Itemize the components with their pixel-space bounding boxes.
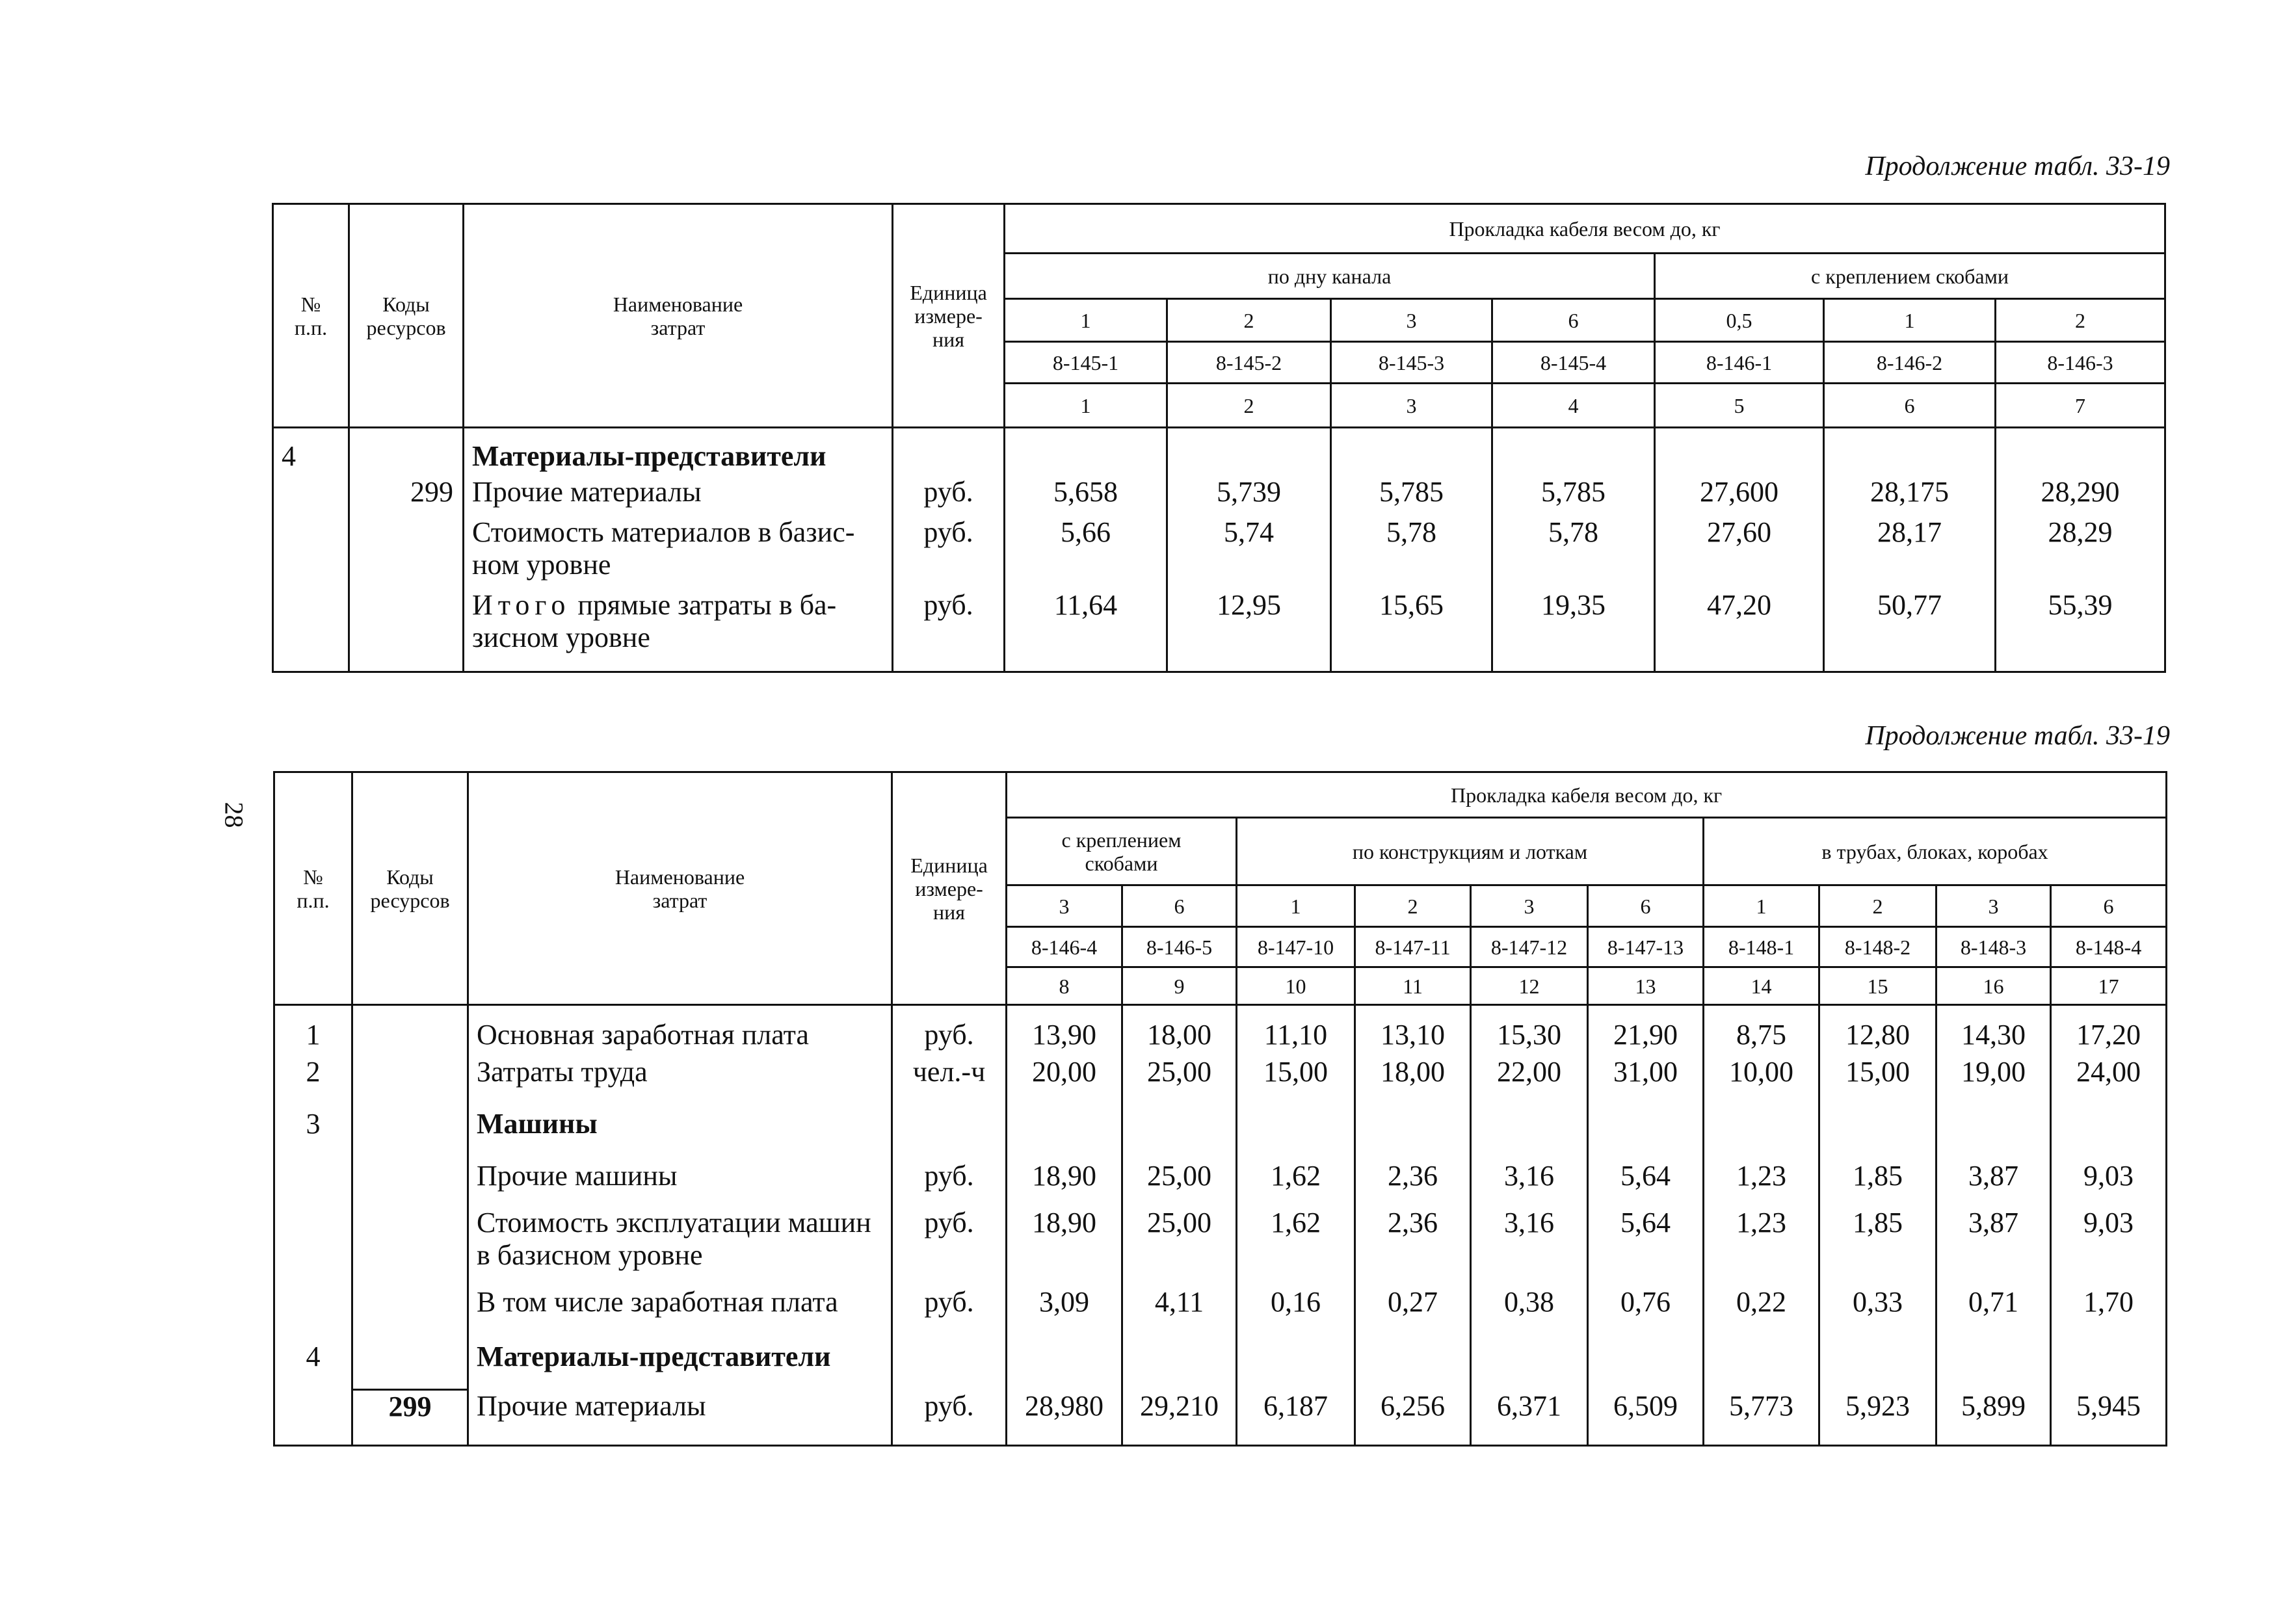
row-value: 5,785 (1492, 476, 1655, 516)
row-value: 18,00 (1122, 1005, 1237, 1056)
header-unit: Единица измере- ния (892, 772, 1007, 1005)
row-value (1167, 428, 1331, 476)
row-value: 18,00 (1355, 1056, 1471, 1108)
row-name: Прочие материалы (468, 1390, 892, 1446)
row-code: 299 (349, 476, 464, 516)
header-rate-code: 8-146-1 (1655, 342, 1824, 384)
header-weight: 6 (1588, 885, 1704, 927)
header-rate-code: 8-145-2 (1167, 342, 1331, 384)
table1-caption: Продолжение табл. 33-19 (1865, 151, 2170, 181)
row-value (1007, 1108, 1122, 1160)
row-value (1355, 1108, 1471, 1160)
row-value: 11,64 (1005, 589, 1167, 672)
row-value (1471, 1108, 1588, 1160)
row-value: 5,74 (1167, 516, 1331, 589)
row-value (1819, 1108, 1937, 1160)
table1 (272, 203, 2166, 673)
header-subgroup: с креплением скобами (1007, 818, 1237, 885)
header-rate-code: 8-148-2 (1819, 927, 1937, 967)
row-name: Прочие машины (468, 1160, 892, 1207)
row-value: 0,76 (1588, 1286, 1704, 1341)
row-value: 5,66 (1005, 516, 1167, 589)
row-value: 5,785 (1331, 476, 1492, 516)
row-value: 1,23 (1704, 1160, 1819, 1207)
header-weight: 6 (1122, 885, 1237, 927)
header-weight: 3 (1007, 885, 1122, 927)
header-rate-code: 8-148-1 (1704, 927, 1819, 967)
row-unit: руб. (892, 1005, 1007, 1056)
row-value: 5,773 (1704, 1390, 1819, 1446)
header-subgroup: по дну канала (1005, 254, 1655, 299)
header-weight: 2 (1355, 885, 1471, 927)
row-value: 20,00 (1007, 1056, 1122, 1108)
header-group: Прокладка кабеля весом до, кг (1007, 772, 2167, 818)
row-value: 5,899 (1937, 1390, 2051, 1446)
page-number: 28 (219, 802, 249, 828)
row-value: 2,36 (1355, 1160, 1471, 1207)
row-name: В том числе заработная плата (468, 1286, 892, 1341)
row-value: 11,10 (1237, 1005, 1355, 1056)
row-value: 13,90 (1007, 1005, 1122, 1056)
row-value: 28,980 (1007, 1390, 1122, 1446)
row-unit: руб. (893, 516, 1005, 589)
row-value: 0,71 (1937, 1286, 2051, 1341)
table-row (274, 1286, 2167, 1341)
row-value (1996, 428, 2165, 476)
header-col-number: 7 (1996, 384, 2165, 428)
row-value (1704, 1108, 1819, 1160)
row-no (274, 1207, 352, 1286)
row-value (1122, 1108, 1237, 1160)
row-unit: руб. (892, 1286, 1007, 1341)
row-value: 12,95 (1167, 589, 1331, 672)
row-code (349, 589, 464, 672)
row-code (349, 428, 464, 476)
row-value: 24,00 (2051, 1056, 2167, 1108)
header-rate-code: 8-146-4 (1007, 927, 1122, 967)
row-name (464, 589, 893, 672)
row-value: 1,70 (2051, 1286, 2167, 1341)
row-code (352, 1207, 468, 1286)
table-row (273, 516, 2165, 589)
header-col-number: 17 (2051, 967, 2167, 1005)
row-value: 55,39 (1996, 589, 2165, 672)
header-rate-code: 8-146-5 (1122, 927, 1237, 967)
row-no: 2 (274, 1056, 352, 1108)
header-weight: 1 (1237, 885, 1355, 927)
header-no: № п.п. (274, 772, 352, 1005)
table-row (273, 428, 2165, 476)
row-value: 31,00 (1588, 1056, 1704, 1108)
row-value: 27,60 (1655, 516, 1824, 589)
row-unit: руб. (892, 1160, 1007, 1207)
row-name-rest: прямые затраты в ба- зисном уровне (472, 588, 837, 653)
row-value: 0,22 (1704, 1286, 1819, 1341)
header-weight: 3 (1937, 885, 2051, 927)
header-col-number: 11 (1355, 967, 1471, 1005)
header-col-number: 2 (1167, 384, 1331, 428)
row-value: 15,65 (1331, 589, 1492, 672)
row-value: 18,90 (1007, 1160, 1122, 1207)
header-name: Наименование затрат (468, 772, 892, 1005)
header-weight: 1 (1824, 299, 1996, 342)
row-value (1492, 428, 1655, 476)
row-value: 14,30 (1937, 1005, 2051, 1056)
row-value: 29,210 (1122, 1390, 1237, 1446)
row-value: 4,11 (1122, 1286, 1237, 1341)
row-name: Прочие материалы (464, 476, 893, 516)
row-value: 22,00 (1471, 1056, 1588, 1108)
header-col-number: 5 (1655, 384, 1824, 428)
row-value (1007, 1341, 1122, 1390)
row-value (1237, 1341, 1355, 1390)
header-col-number: 8 (1007, 967, 1122, 1005)
header-weight: 3 (1471, 885, 1588, 927)
row-value (1237, 1108, 1355, 1160)
row-code (352, 1286, 468, 1341)
header-rate-code: 8-146-3 (1996, 342, 2165, 384)
row-value (1588, 1341, 1704, 1390)
header-weight: 2 (1996, 299, 2165, 342)
row-no (274, 1390, 352, 1446)
row-value: 8,75 (1704, 1005, 1819, 1056)
header-col-number: 3 (1331, 384, 1492, 428)
row-value: 25,00 (1122, 1160, 1237, 1207)
table-row (274, 1160, 2167, 1207)
row-value: 5,78 (1492, 516, 1655, 589)
row-code (352, 1341, 468, 1390)
table-row (273, 476, 2165, 516)
row-no: 1 (274, 1005, 352, 1056)
row-value: 3,09 (1007, 1286, 1122, 1341)
row-value: 28,17 (1824, 516, 1996, 589)
table-row (274, 1341, 2167, 1390)
row-name: Материалы-представители (464, 428, 893, 476)
row-no: 4 (274, 1341, 352, 1390)
row-name: Основная заработная плата (468, 1005, 892, 1056)
row-value: 1,62 (1237, 1207, 1355, 1286)
row-code (352, 1108, 468, 1160)
header-rate-code: 8-145-4 (1492, 342, 1655, 384)
row-value: 5,64 (1588, 1207, 1704, 1286)
header-col-number: 16 (1937, 967, 2051, 1005)
header-rate-code: 8-145-1 (1005, 342, 1167, 384)
header-col-number: 4 (1492, 384, 1655, 428)
row-name: Материалы-представители (468, 1341, 892, 1390)
row-value: 1,85 (1819, 1160, 1937, 1207)
row-value: 6,187 (1237, 1390, 1355, 1446)
row-value: 47,20 (1655, 589, 1824, 672)
row-value: 3,16 (1471, 1207, 1588, 1286)
row-name: Стоимость эксплуатации машин в базисном уровне (468, 1207, 892, 1286)
header-codes: Коды ресурсов (352, 772, 468, 1005)
row-unit: руб. (893, 476, 1005, 516)
header-col-number: 12 (1471, 967, 1588, 1005)
row-value: 5,923 (1819, 1390, 1937, 1446)
table-row (274, 1005, 2167, 1056)
table2-caption: Продолжение табл. 33-19 (1865, 721, 2170, 751)
row-value (2051, 1341, 2167, 1390)
row-value: 0,38 (1471, 1286, 1588, 1341)
table-row (274, 1056, 2167, 1108)
header-weight: 2 (1819, 885, 1937, 927)
row-value: 1,85 (1819, 1207, 1937, 1286)
header-weight: 2 (1167, 299, 1331, 342)
row-value: 15,30 (1471, 1005, 1588, 1056)
row-unit: руб. (893, 589, 1005, 672)
row-value: 13,10 (1355, 1005, 1471, 1056)
row-value: 6,509 (1588, 1390, 1704, 1446)
row-value: 28,290 (1996, 476, 2165, 516)
header-weight: 6 (2051, 885, 2167, 927)
row-value: 19,00 (1937, 1056, 2051, 1108)
row-value: 9,03 (2051, 1160, 2167, 1207)
row-value: 3,16 (1471, 1160, 1588, 1207)
row-unit: чел.-ч (892, 1056, 1007, 1108)
row-value: 3,87 (1937, 1160, 2051, 1207)
row-value: 15,00 (1237, 1056, 1355, 1108)
header-rate-code: 8-148-4 (2051, 927, 2167, 967)
header-weight: 6 (1492, 299, 1655, 342)
row-name: Стоимость материалов в базис- ном уровне (464, 516, 893, 589)
row-name-total: Итого (472, 588, 571, 621)
header-col-number: 6 (1824, 384, 1996, 428)
row-code (352, 1005, 468, 1056)
row-value: 25,00 (1122, 1207, 1237, 1286)
header-subgroup: по конструкциям и лоткам (1237, 818, 1704, 885)
row-value: 21,90 (1588, 1005, 1704, 1056)
header-rate-code: 8-147-13 (1588, 927, 1704, 967)
row-value (2051, 1108, 2167, 1160)
row-value (1937, 1108, 2051, 1160)
header-rate-code: 8-148-3 (1937, 927, 2051, 967)
header-weight: 1 (1704, 885, 1819, 927)
row-unit: руб. (892, 1207, 1007, 1286)
row-value: 12,80 (1819, 1005, 1937, 1056)
row-value: 17,20 (2051, 1005, 2167, 1056)
row-value: 18,90 (1007, 1207, 1122, 1286)
row-value: 3,87 (1937, 1207, 2051, 1286)
row-value: 10,00 (1704, 1056, 1819, 1108)
row-no: 3 (274, 1108, 352, 1160)
header-rate-code: 8-147-11 (1355, 927, 1471, 967)
row-value: 1,23 (1704, 1207, 1819, 1286)
row-value (1331, 428, 1492, 476)
table-row (274, 1108, 2167, 1160)
row-no (273, 476, 349, 516)
header-rate-code: 8-146-2 (1824, 342, 1996, 384)
row-no (274, 1160, 352, 1207)
row-value: 5,658 (1005, 476, 1167, 516)
row-value (1824, 428, 1996, 476)
row-no: 4 (273, 428, 349, 476)
row-code (352, 1160, 468, 1207)
row-unit (892, 1108, 1007, 1160)
row-value: 15,00 (1819, 1056, 1937, 1108)
row-no (273, 589, 349, 672)
header-rate-code: 8-147-12 (1471, 927, 1588, 967)
table2 (273, 771, 2167, 1447)
row-value: 27,600 (1655, 476, 1824, 516)
row-no (273, 516, 349, 589)
row-name: Затраты труда (468, 1056, 892, 1108)
row-value (1655, 428, 1824, 476)
header-name: Наименование затрат (464, 204, 893, 428)
header-subgroup: в трубах, блоках, коробах (1704, 818, 2167, 885)
row-value: 19,35 (1492, 589, 1655, 672)
header-weight: 0,5 (1655, 299, 1824, 342)
header-no: № п.п. (273, 204, 349, 428)
row-code (352, 1056, 468, 1108)
header-weight: 1 (1005, 299, 1167, 342)
table-row (273, 589, 2165, 672)
header-rate-code: 8-145-3 (1331, 342, 1492, 384)
row-value: 0,33 (1819, 1286, 1937, 1341)
row-no (274, 1286, 352, 1341)
header-rate-code: 8-147-10 (1237, 927, 1355, 967)
row-value: 28,175 (1824, 476, 1996, 516)
row-value: 2,36 (1355, 1207, 1471, 1286)
header-group: Прокладка кабеля весом до, кг (1005, 204, 2165, 254)
row-value (1471, 1341, 1588, 1390)
row-value (1355, 1341, 1471, 1390)
row-code: 299 (352, 1390, 468, 1446)
row-value: 6,371 (1471, 1390, 1588, 1446)
row-value (1937, 1341, 2051, 1390)
header-weight: 3 (1331, 299, 1492, 342)
row-value: 28,29 (1996, 516, 2165, 589)
row-value: 5,78 (1331, 516, 1492, 589)
row-value (1704, 1341, 1819, 1390)
row-value: 5,739 (1167, 476, 1331, 516)
row-value: 9,03 (2051, 1207, 2167, 1286)
row-value: 0,27 (1355, 1286, 1471, 1341)
header-col-number: 15 (1819, 967, 1937, 1005)
row-unit (893, 428, 1005, 476)
header-col-number: 10 (1237, 967, 1355, 1005)
row-value: 0,16 (1237, 1286, 1355, 1341)
header-col-number: 14 (1704, 967, 1819, 1005)
row-name: Машины (468, 1108, 892, 1160)
row-value: 6,256 (1355, 1390, 1471, 1446)
row-value: 5,945 (2051, 1390, 2167, 1446)
row-value (1005, 428, 1167, 476)
header-codes: Коды ресурсов (349, 204, 464, 428)
header-col-number: 13 (1588, 967, 1704, 1005)
row-unit (892, 1341, 1007, 1390)
row-value (1588, 1108, 1704, 1160)
header-unit: Единица измере- ния (893, 204, 1005, 428)
row-value: 50,77 (1824, 589, 1996, 672)
row-value: 25,00 (1122, 1056, 1237, 1108)
table-row (274, 1207, 2167, 1286)
header-subgroup: с креплением скобами (1655, 254, 2165, 299)
header-col-number: 1 (1005, 384, 1167, 428)
row-value (1819, 1341, 1937, 1390)
row-unit: руб. (892, 1390, 1007, 1446)
row-value: 1,62 (1237, 1160, 1355, 1207)
row-code (349, 516, 464, 589)
header-col-number: 9 (1122, 967, 1237, 1005)
row-value (1122, 1341, 1237, 1390)
table-row (274, 1390, 2167, 1446)
row-value: 5,64 (1588, 1160, 1704, 1207)
